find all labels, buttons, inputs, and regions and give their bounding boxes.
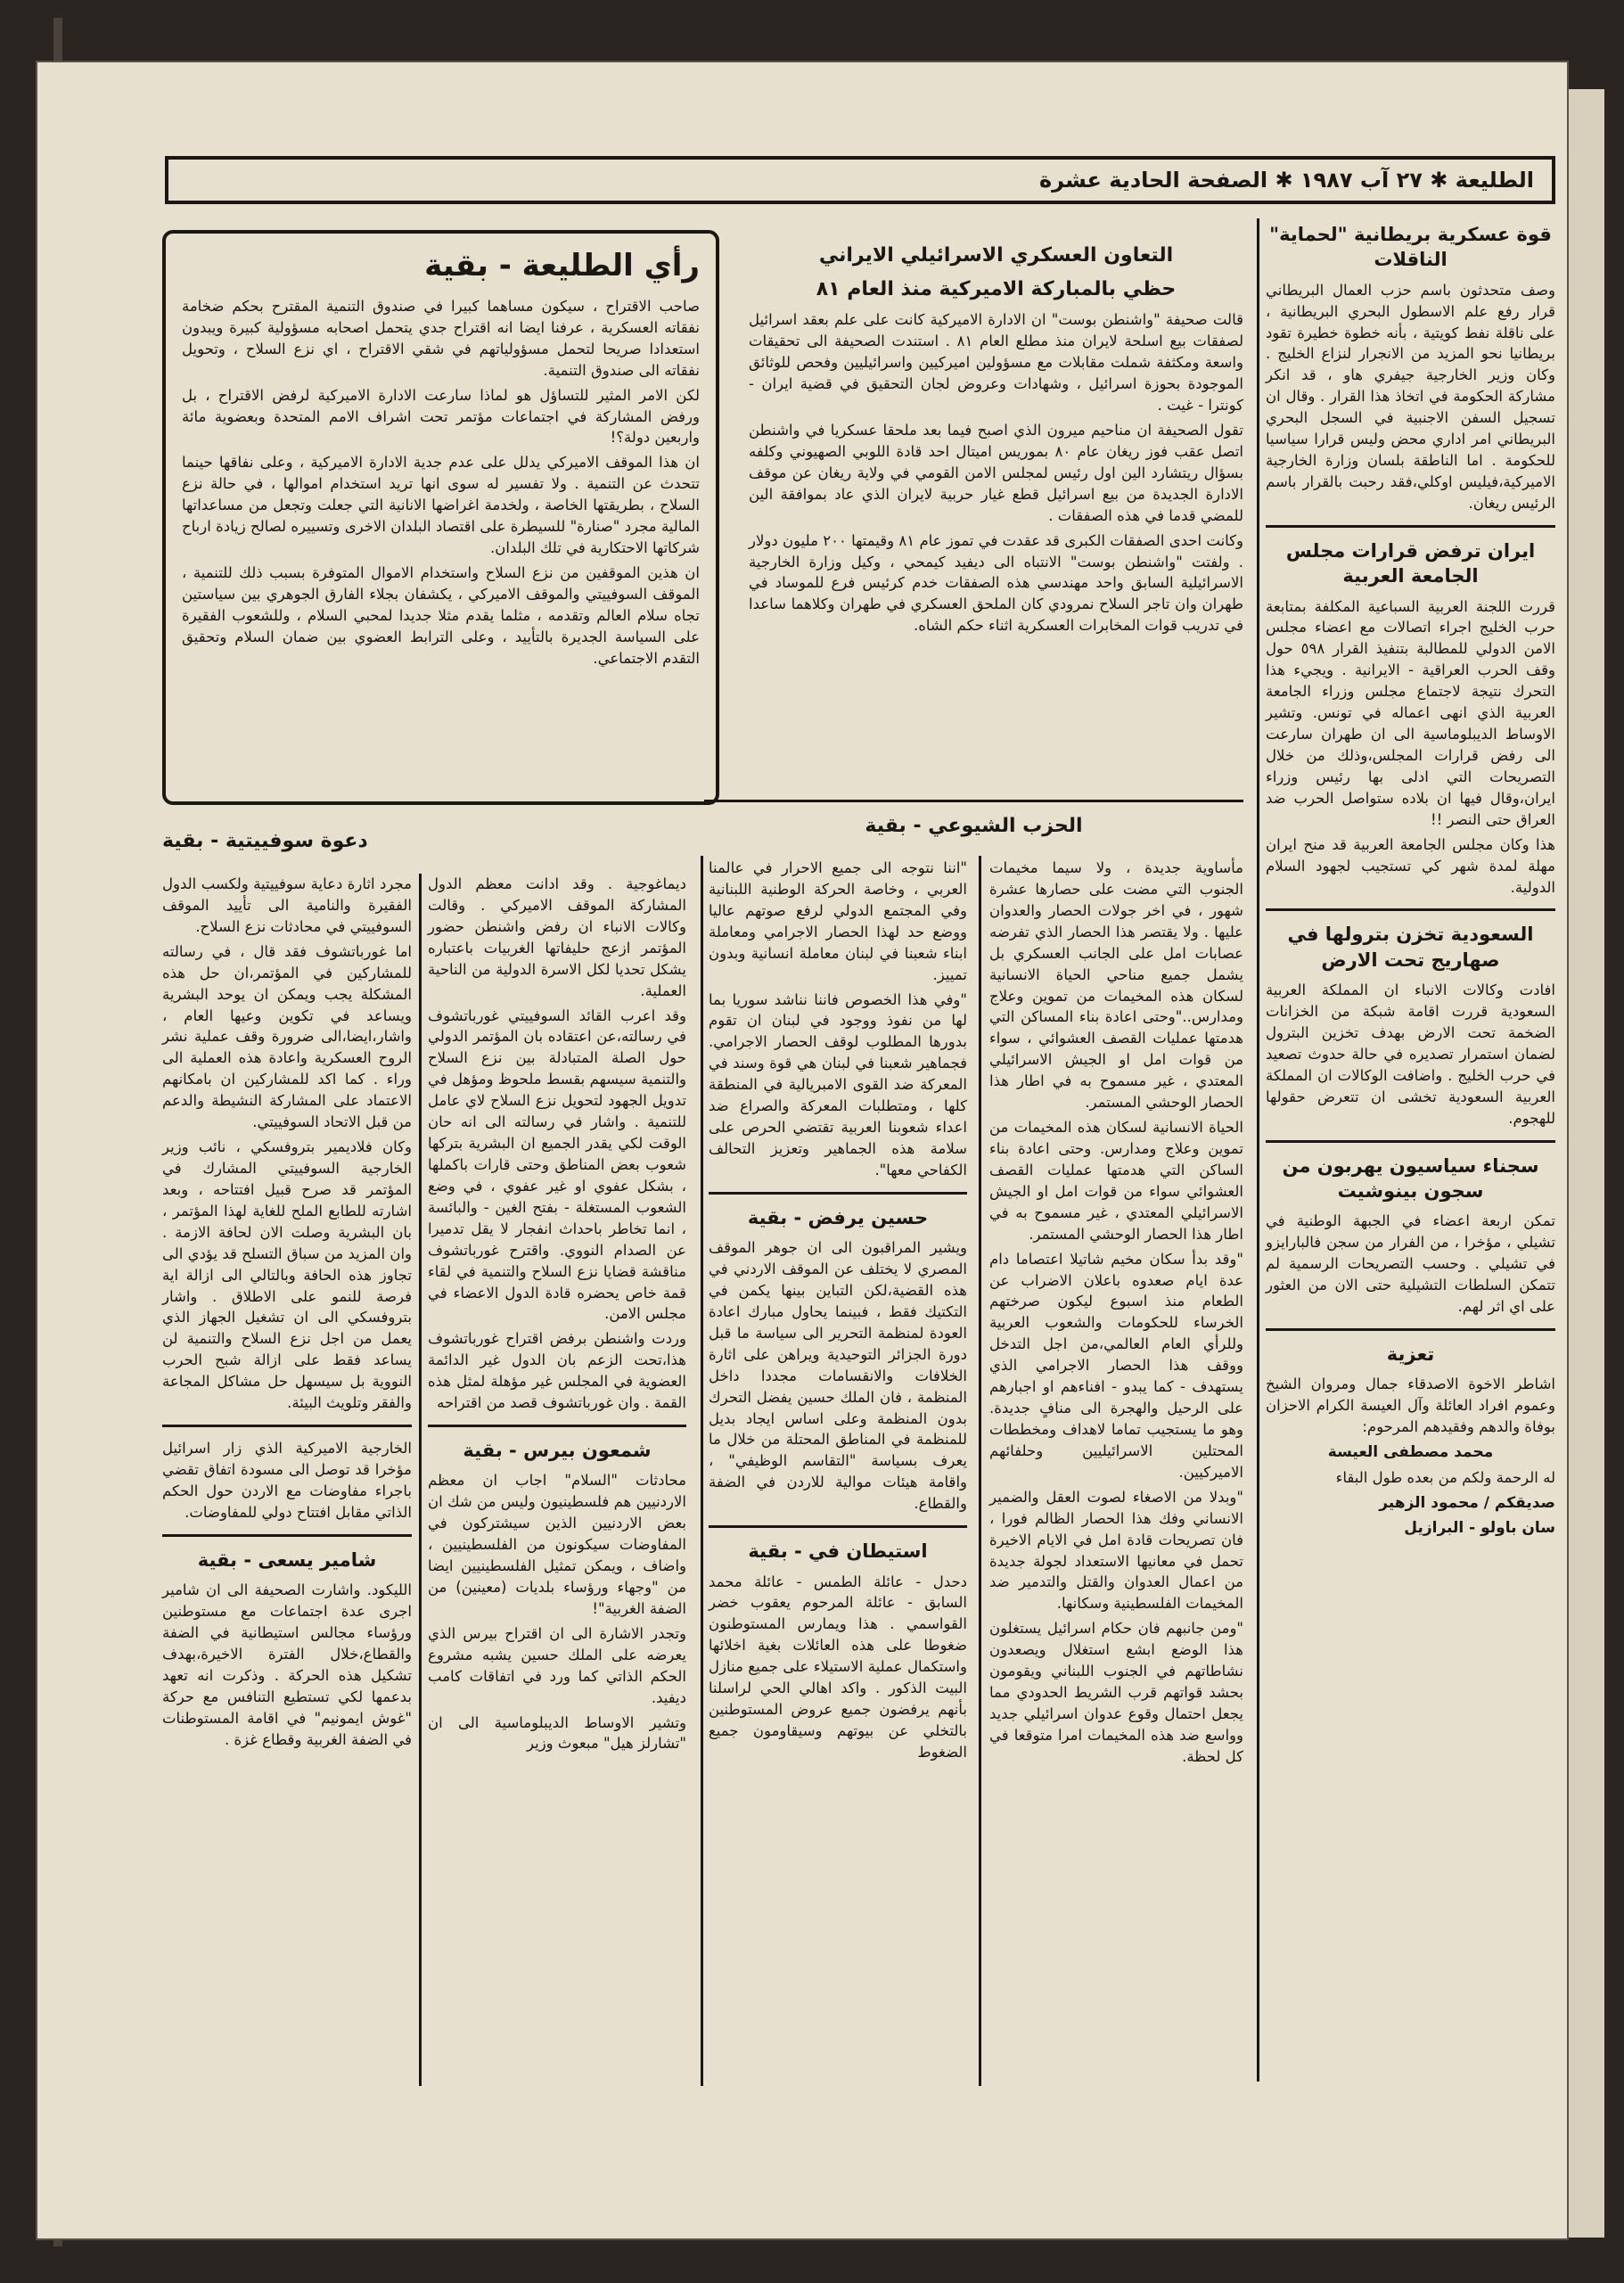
divider	[428, 1425, 686, 1427]
article-body-iran-rejects: قررت اللجنة العربية السباعية المكلفة بمتابعة حرب الخليج اجراء اتصالات مع اعضاء مجلس الامن الدولي للمطالبة بتنفيذ القرار ٥٩٨ حول وقف الحرب العراقية - الايرانية . ويجيء هذا التحرك نتيجة لاجتماع مجلس وزراء الجامعة العربية الذي انهى اعماله في تونس. وتشير الاوساط الديبلوماسية الى ان طهران سارعت الى رفض قرارات المجلس،وذلك من خلال التصريحات التي ادلى بها رئيس وزراء ايران،وقال فيها ان بلاده ستواصل الحرب ضد العراق حتى النصر !!	[1266, 597, 1556, 828]
article-communist-header	[704, 789, 1243, 847]
article-subtitle-israel-iran: حظي بالمباركة الاميركية منذ العام ٨١	[816, 277, 1177, 300]
article-body-shamir: الليكود. واشارت الصحيفة الى ان شامير اجرى عدة اجتماعات مع مستوطنين ورؤساء مجالس استيطانية في الضفة والقطاع،خلال الفترة الاخيرة،بهدف تشكيل هذه الحركة . وذكرت انه تعهد بدعمها لكي تستطيع التنافس مع حركة "غوش ايمونيم" في اقامة المستوطنات في الضفة الغربية وقطاع غزة .	[162, 1581, 412, 1748]
article-body-naval: وصف متحدثون باسم حزب العمال البريطاني قرار رفع علم الاسطول البحري البريطانية ، على ناقلة نفط كويتية ، بأنه خطوة خطيرة تقود بريطانيا نحو المزيد من الانجرار لنزاع الخليج . وكان وزير الخارجية جيفري هاو ، قد انكر مشاركة الحكومة في اتخاذ هذا القرار . وقال ان تسجيل السفن الاجنبية في السجل البحري البريطاني امر اداري محض وليس قرارا سياسيا للحكومة . اما الناطقة بلسان وزارة الخارجية الاميركية،فيليس اوكلي،فقد رحبت بالقرار باسم الرئيس ريغان.	[1266, 281, 1555, 512]
soviet-text-1: مجرد اثارة دعاية سوفييتية ولكسب الدول الفقيرة والنامية الى تأييد الموقف السوفييتي في محادثات نزع السلاح.	[162, 875, 412, 935]
editorial-title: رأي الطليعة - بقية	[424, 248, 700, 283]
article-soviet-header	[162, 825, 697, 862]
soviet-text-1b: اما غورباتشوف فقد قال ، في رسالته للمشاركين في المؤتمر،ان حل هذه المشكلة يجب ويمكن ان يوحد البشرية ويساعد في تكوين وعيها العام ، واشار،ايضا،الى ضرورة وقف عملية نشر الروح العسكرية واعادة هذه العملية الى وراء . كما اكد للمشاركين ان بامكانهم الاعتماد على المشاركة النشيطة والدعم من قبل الاتحاد السوفييتي.	[162, 942, 412, 1131]
article-title-naval: قوة عسكرية بريطانية "لحماية" الناقلات	[1269, 224, 1552, 271]
condolence-signature: صديقكم / محمود الزهير	[1379, 1493, 1555, 1512]
divider	[709, 1525, 967, 1528]
soviet-text-2c: وردت واشنطن برفض اقتراح غورباتشوف هذا،تحت الزعم بان الدول غير الدائمة العضوية في المجلس غير مؤهلة لمثل هذه القمة . وان غورباتشوف قصد من اقتراحه	[428, 1330, 686, 1412]
article-body-peres: محادثات "السلام" اجاب ان معظم الاردنيين هم فلسطينيون وليس من شك ان بعض الاردنيين الذين سيشتركون في المفاوضات سيكونون من الفلسطينيين ، واضاف ، ويمكن تمثيل الفلسطينيين ايضا من "وجهاء ورؤساء بلديات (معينين) من الضفة الغربية"!	[428, 1472, 686, 1617]
communist-text-2: "اننا نتوجه الى جميع الاحرار في عالمنا العربي ، وخاصة الحركة الوطنية اللبنانية وفي المجتمع الدولي لرفع صوتهم عاليا ووضع حد لهذا الحصار الاجرامي ومعاملة ابناء شعبنا في لبنان معاملة انسانية وبدون تمييز.	[709, 859, 967, 983]
condolence-body-2: له الرحمة ولكم من بعده طول البقاء	[1335, 1468, 1555, 1486]
article-title-chile: سجناء سياسيون يهربون من سجون بينوشيت	[1282, 1154, 1539, 1202]
article-body-iran-rejects-2: هذا وكان مجلس الجامعة العربية قد منح ايران مهلة لمدة شهر كي تستجيب لجهود السلام الدولية.	[1266, 835, 1555, 896]
editorial-p3: ان هذا الموقف الاميركي يدلل على عدم جدية الادارة الاميركية ، وعلى نفاقها حينما تتحدث عن التنمية . ولا تفسير له سوى انها تريد استخدام اموالها ، في حالة نزع السلاح ، بطريقتها الخاصة ، ولخدمة اغراضها الانانية التي جعلت وتجعل من مساعداتها المالية مجرد "صنارة" للسيطرة على اقتصاد البلدان الاخرى وتسييره لصالح زيادة ارباح شركاتها الاحتكارية في تلك البلدان.	[182, 454, 700, 557]
communist-text-1e: "ومن جانبهم فان حكام اسرائيل يستغلون هذا الوضع ابشع استغلال ويصعدون نشاطاتهم في الجنوب اللبناني ويقومون بحشد قواتهم قرب الشريط الحدودي مما يجعل احتمال وقوع عدوان اسرائيلي جديد وواسع ضد هذه المخيمات امرا متوقعا في كل لحظة.	[989, 1620, 1243, 1765]
divider	[709, 1192, 967, 1195]
article-title-iran-rejects: ايران ترفض قرارات مجلس الجامعة العربية	[1285, 539, 1536, 587]
article-title-peres: شمعون بيرس - بقية	[463, 1440, 652, 1462]
condolence-title: تعزية	[1386, 1343, 1435, 1365]
peres-continued-text: الخارجية الاميركية الذي زار اسرائيل مؤخرا قد توصل الى مسودة اتفاق تقضي باجراء مفاوضات مع الاردن حول الحكم الذاتي مقابل افتتاح دولي للمفاوضات.	[162, 1440, 412, 1521]
communist-col-1	[989, 858, 1243, 1771]
condolence-name: محمد مصطفى العيسة	[1327, 1442, 1494, 1461]
article-body-peres-2: وتجدر الاشارة الى ان اقتراح بيرس الذي يعرضه على الملك حسين يشبه مشروع الحكم الذاتي كما ورد في اتفاقات كامب ديفيد.	[428, 1624, 686, 1706]
column-rule	[979, 856, 981, 2086]
divider	[1266, 1328, 1555, 1331]
condolence-body: اشاطر الاخوة الاصدقاء جمال ومروان الشيخ وعموم افراد العائلة وآل العيسة الكرام الاحزان بوفاة والدهم وفقيدهم المرحوم:	[1266, 1376, 1555, 1436]
column-rule	[1257, 218, 1259, 2082]
soviet-col-1	[162, 874, 412, 1753]
article-body-settlement: دحدل - عائلة الطمس - عائلة محمد السابق - عائلة المرحوم يعقوب خضر القواسمي . هذا ويمارس المستوطنون ضغوطا على هذه العائلات بغية اخلائها واستكمال عملية الاستيلاء على جميع منازل البيت الذكور . واكد اهالي الحي لراسلنا بأنهم يرفضون جميع عروض المستوطنين بالتخلي عن بيوتهم وسيقاومون جميع الضغوط	[709, 1573, 967, 1761]
communist-text-1b: الحياة الانسانية لسكان هذه المخيمات من تموين وعلاج ومدارس. وحتى اعادة بناء الساكن التي هدمتها عمليات القصف العشوائي سواء من قوات امل او الجيش الاسرائيلي المعتدي ، غير مسموح به في اطار هذا الحصار الوحشي المستمر.	[989, 1119, 1243, 1243]
article-title-soviet: دعوة سوفييتية - بقية	[162, 830, 368, 852]
article-title-shamir: شامير يسعى - بقية	[197, 1548, 377, 1571]
column-rule	[701, 856, 703, 2086]
divider	[704, 800, 1243, 802]
article-body-peres-3: وتشير الاوساط الديبلوماسية الى ان "تشارلز هيل" مبعوث وزير	[428, 1713, 686, 1753]
communist-text-2b: "وفي هذا الخصوص فاننا نناشد سوريا بما لها من نفوذ ووجود في لبنان ان تقوم بدورها المطلوب لوقف الحصار الاجرامي. فجماهير شعبنا في لبنان هي قوة وسند في المعركة ضد القوى الامبريالية في المنطقة كلها ، ومتطلبات المعركة والصراع ضد اعداء شعوبنا العربية تقتضي الحرص على سلامة هذه الجماهير وتعزيز التحالف الكفاحي معها".	[709, 990, 967, 1178]
soviet-text-1c: وكان فلاديمير بتروفسكي ، نائب وزير الخارجية السوفييتي المشارك في المؤتمر قد صرح قبيل افتتاحه ، وبعد اشارته للطابع الملح للغاية لهذا المؤتمر ، بان البشرية وصلت الان لحافة الازمة . وان المزيد من سباق التسلح قد يؤدي الى تجاوز هذه الحافة وبالتالي الى ازالة اية فرصة للنمو على الاطلاق . واشار بتروفسكي الى ان تشغيل الجهاز الذي يعمل من اجل نزع السلاح والتنمية لن يساعد فقط على ازالة شبح الحرب النووية بل سيسهل حل مشاكل المجاعة والفقر وتلويث البيئة.	[162, 1138, 412, 1412]
communist-col-2	[709, 858, 967, 1767]
divider	[162, 1425, 412, 1427]
article-israel-iran	[749, 239, 1243, 640]
article-body-saudi: افادت وكالات الانباء ان المملكة العربية السعودية قررت اقامة شبكة من الخزانات الضخمة تحت الارض بهدف تخزين البترول لضمان استمرار تصديره في حالة حدوث تصعيد في حرب الخليج . واضافت الوكالات ان المملكة العربية السعودية تخشى ان تتعرض حقولها للهجوم.	[1266, 981, 1555, 1127]
divider	[162, 1534, 412, 1537]
article-title-communist: الحزب الشيوعي - بقية	[865, 815, 1083, 837]
article-body-israel-iran-3: وكانت احدى الصفقات الكبرى قد عقدت في تموز عام ٨١ وقيمتها ٢٠٠ مليون دولار . ولفتت "واشنطن بوست" الانتباه الى ديفيد كيمحي ، وكيل وزارة الخارجية الاسرائيلية السابق واحد مهندسي هذه الصفقات خدم كرئيس فرع للموساد في طهران وان تاجر السلاح نمرودي كان الملحق العسكري في طهران وكلاهما ساعدا في تدريب قوات المخابرات العسكرية اثناء حكم الشاه.	[749, 531, 1244, 635]
editorial-p1: صاحب الاقتراح ، سيكون مساهما كبيرا في صندوق التنمية المقترح بحكم ضخامة نفقاته العسكرية ، عرفنا ايضا انه اقتراح جدي يتحمل اصحابه مسؤولية كبيرة ويبدون استعدادا صريحا لتحمل مسؤولياتهم في شقي الاقتراح ، اي نزع السلاح ، وتحويل نفقاته الى صندوق التنمية.	[182, 297, 700, 379]
editorial-p4: ان هذين الموقفين من نزع السلاح واستخدام الاموال المتوفرة بسبب ذلك للتنمية ، الموقف السوفييتي والموقف الاميركي ، يكشفان بجلاء الفارق الجوهري بين سياستين تجاه سلام العالم وتقدمه ، مثلما يقدم مثلا جديدا لمحبي السلام ، وللشعوب الفقيرة على السياسة الجديرة بالتأييد ، وعلى الترابط العضوي بين ضمان السلام وتحقيق التقدم الاجتماعي.	[182, 563, 700, 667]
column-rule	[419, 874, 422, 2086]
article-title-settlement: استيطان في - بقية	[748, 1540, 928, 1563]
article-title-hussein: حسين يرفض - بقية	[747, 1206, 929, 1228]
page-header	[165, 156, 1555, 204]
soviet-text-2: ديماغوجية . وقد ادانت معظم الدول المشاركة الموقف الاميركي . وقالت وكالات الانباء ان رفض واشنطن حضور المؤتمر ازعج حليفاتها الغربيات باعتباره يشكل تحديا لكل الاسرة الدولية من الناحية العملية.	[428, 875, 686, 999]
next-page-edge	[1569, 89, 1604, 2238]
communist-text-1c: "وقد بدأ سكان مخيم شاتيلا اعتصاما دام عدة ايام صعدوه باعلان الاضراب عن الطعام منذ اسبوع ليكون صرختهم الخرساء للحكومات والشعوب العربية وللرأي العام العالمي،من اجل التدخل ووقف هذا الحصار الاجرامي الذي يستهدف - كما يبدو - افناءهم او اجبارهم على الرحيل والهجرة الى منافٍ جديدة. وهو ما يستجيب تماما لاهداف ومخططات المحتلين الاسرائيليين وحلفائهم الاميركيين.	[989, 1250, 1243, 1481]
editorial-p2: لكن الامر المثير للتساؤل هو لماذا سارعت الادارة الاميركية لرفض الاقتراح ، بل ورفض المشاركة في اجتماعات مؤتمر تحت اشراف الامم المتحدة وبعضوية مائة واربعين دولة؟!	[182, 386, 700, 447]
divider	[1266, 908, 1555, 911]
article-body-israel-iran-1: قالت صحيفة "واشنطن بوست" ان الادارة الاميركية كانت على علم بعقد اسرائيل لصفقات بيع اسلحة لايران منذ مطلع العام ٨١ . استندت الصحيفة الى تحقيقات واسعة ومكثفة شملت مقابلات مع مسؤولين اميركيين واسرائيليين وفحص للوثائق الموجودة بحوزة اسرائيل ، وشهادات وعروض لجان التحقيق في قضية ايران - كونترا - غيت .	[749, 311, 1243, 415]
divider	[1266, 1140, 1555, 1143]
article-title-israel-iran: التعاون العسكري الاسرائيلي الايراني	[818, 244, 1174, 267]
article-body-israel-iran-2: تقول الصحيفة ان مناحيم ميرون الذي اصبح فيما بعد ملحقا عسكريا في واشنطن اتصل عقب فوز ريغان عام ٨٠ بموريس اميتال احد قادة اللوبي الصهيوني وكلفه بسؤال ريتشارد الين اول رئيس لمجلس الامن القومي في ولاية ريغان عن موقف الادارة الجديدة من بيع اسرائيل قطع غيار حربية لايران الذي عاد بموافقة الين للمضي قدما في هذه الصفقات .	[749, 421, 1244, 524]
article-title-saudi: السعودية تخزن بترولها في صهاريج تحت الارض	[1287, 924, 1534, 971]
condolence-notice	[1266, 1342, 1555, 1540]
condolence-location: سان باولو - البرازيل	[1404, 1519, 1555, 1538]
editorial-box	[162, 230, 719, 805]
right-column	[1266, 218, 1555, 1543]
article-body-hussein: ويشير المراقبون الى ان جوهر الموقف المصري لا يختلف عن الموقف الاردني في هذه القضية،لكن التباين بينها يكمن في التكتيك فقط ، فبينما يحاول مبارك اعادة العودة لمنظمة التحرير الى سياسة ما قبل دورة الجزائر التوحيدية ويراهن على اثارة الخلافات والانقسامات مجددا داخل المنظمة ، فان الملك حسين يفضل التحرك بدون المنظمة وعلى اساس ايجاد بديل للمنظمة في المناطق المحتلة من خلال ما يعرف بسياسة "التقاسم الوظيفي" ، واقامة هيئات موالية للاردن في الضفة والقطاع.	[709, 1239, 967, 1513]
soviet-text-2b: وقد اعرب القائد السوفييتي غورباتشوف في رسالته،عن اعتقاده بان المؤتمر الدولي حول الصلة المتبادلة بين نزع السلاح والتنمية سيسهم بقسط ملحوظ ومؤهل في تدويل الجهود لتحويل نزع السلاح لاي عامل للتنمية . واشار في رسالته الى انه حان الوقت لكي يقدر الجميع ان البشرية بتركها شعوب بعض المناطق وحتى قارات باكملها ، بشكل عفوي او غير عفوي ، في وضع الشعوب المستغلة - بفتح الغين - والبائسة ، انما تخاطر باحداث انفجار لا يقل تدميرا عن الصدام النووي. واقترح غورباتشوف مناقشة قضايا نزع السلاح والتنمية في لقاء قمة خاص يحضره قادة الدول الاعضاء في مجلس الامن.	[428, 1006, 686, 1323]
header-text: الطليعة ✱ ٢٧ آب ١٩٨٧ ✱ الصفحة الحادية عشرة	[1039, 168, 1534, 193]
article-body-chile: تمكن اربعة اعضاء في الجبهة الوطنية في تشيلي ، مؤخرا ، من الفرار من سجن فالبارايزو في تشيلي . وحسب التصريحات الرسمية لم تتمكن السلطات التشيلية حتى الان من العثور على اي اثر لهم.	[1266, 1212, 1555, 1315]
communist-text-1d: "وبدلا من الاصغاء لصوت العقل والضمير الانساني وفك هذا الحصار الظالم فورا ، فان تصريحات قادة امل في الايام الاخيرة تحمل في معانيها الاستعداد لجولة جديدة من اعمال العدوان والقتل والتدمير ضد المخيمات الفلسطينية وسكانها.	[989, 1488, 1243, 1613]
divider	[1266, 525, 1555, 528]
communist-text-1: مأساوية جديدة ، ولا سيما مخيمات الجنوب التي مضت على حصارها عشرة شهور ، في اخر جولات الحصار والعدوان عليها . ولا يقتصر هذا الحصار الذي تفرضه عصابات امل على الجانب العسكري بل يشمل جميع مناحي الحياة الانسانية لسكان هذه المخيمات من تموين وعلاج ومدارس.."وحتى اعادة بناء المساكن التي هدمتها عمليات القصف العشوائي ، سواء من قوات امل او الجيش الاسرائيلي المعتدي ، غير مسموح به في اطار هذا الحصار الوحشي المستمر.	[989, 859, 1243, 1112]
soviet-col-2	[428, 874, 686, 1758]
